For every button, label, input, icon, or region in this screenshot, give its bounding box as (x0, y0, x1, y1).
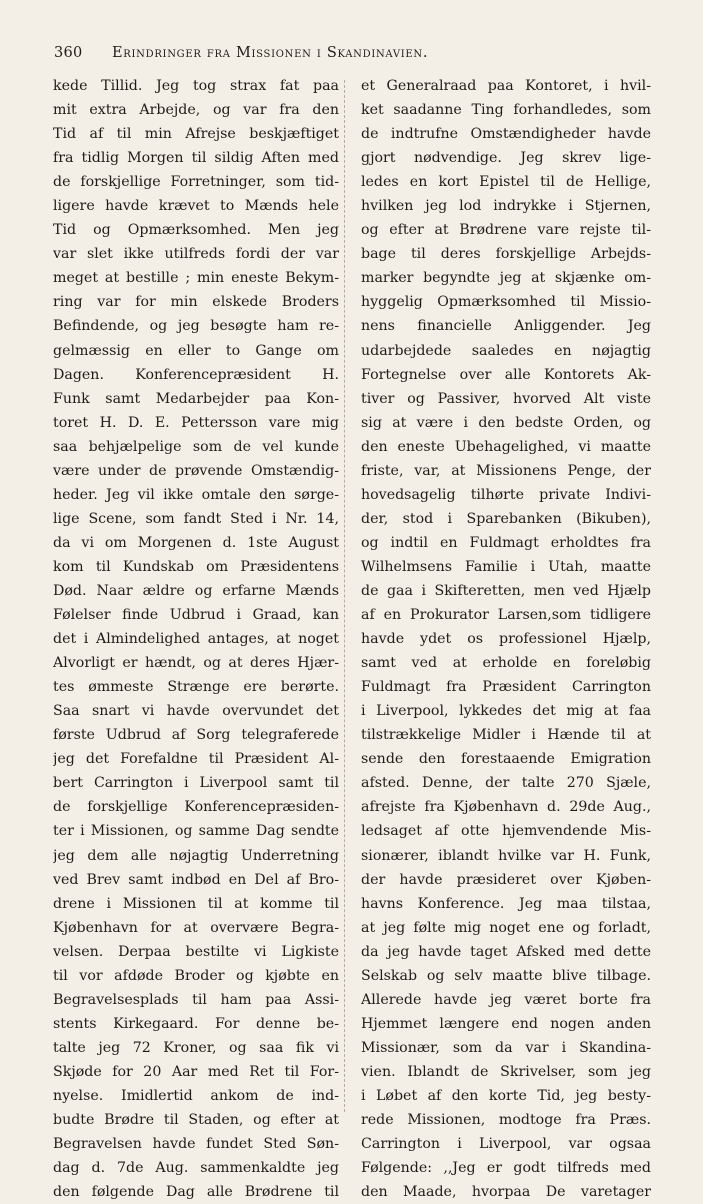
text-line: de indtrufne Omstændigheder havde (361, 126, 651, 143)
text-line: de gaa i Skifteretten, men ved Hjælp (361, 582, 651, 599)
text-line: Allerede havde jeg været borte fra (361, 991, 651, 1008)
text-line: Skjøde for 20 Aar med Ret til For- (53, 1063, 339, 1080)
text-line: ring var for min elskede Broders (53, 294, 339, 311)
text-line: Befindende, og jeg besøgte ham re- (53, 318, 339, 335)
text-line: et Generalraad paa Kontoret, i hvil- (361, 78, 651, 94)
text-line: Død. Naar ældre og erfarne Mænds (53, 582, 339, 599)
text-line: Begravelsesplads til ham paa Assi- (53, 991, 339, 1008)
text-line: første Udbrud af Sorg telegraferede (53, 727, 339, 744)
text-line: drene i Missionen til at komme til (53, 895, 339, 912)
text-line: stents Kirkegaard. For denne be- (53, 1015, 339, 1032)
text-line: tiver og Passiver, hvorved Alt viste (361, 390, 651, 407)
text-line: ket saadanne Ting forhandledes, som (361, 102, 651, 119)
text-line: Funk samt Medarbejder paa Kon- (53, 390, 339, 407)
running-title: Erindringer fra Missionen i Skandinavien. (112, 45, 429, 61)
text-line: ledsaget af otte hjemvendende Mis- (361, 823, 651, 840)
text-line: den Maade, hvorpaa De varetager (361, 1184, 651, 1201)
text-line: til vor afdøde Broder og kjøbte en (53, 967, 339, 984)
text-line: var slet ikke utilfreds fordi der var (53, 246, 339, 263)
text-line: mit extra Arbejde, og var fra den (53, 102, 339, 119)
text-line: bage til deres forskjellige Arbejds- (361, 246, 651, 263)
text-line: det i Almindelighed antages, at noget (53, 631, 339, 648)
page-header (54, 45, 654, 65)
text-line: nens financielle Anliggender. Jeg (361, 318, 651, 335)
text-line: tes ømmeste Strænge ere berørte. (53, 679, 339, 696)
text-line: Tid og Opmærksomhed. Men jeg (53, 222, 339, 239)
text-line: toret H. D. E. Pettersson vare mig (53, 414, 339, 431)
text-line: fra tidlig Morgen til sildig Aften med (53, 150, 339, 167)
text-line: Selskab og selv maatte blive tilbage. (361, 967, 651, 984)
text-line: hvilken jeg lod indrykke i Stjernen, (361, 198, 651, 215)
text-line: Dagen. Konferencepræsident H. (53, 366, 339, 383)
text-line: Alvorligt er hændt, og at deres Hjær- (53, 655, 339, 672)
text-line: jeg det Forefaldne til Præsident Al- (53, 751, 339, 768)
text-line: bert Carrington i Liverpool samt til (53, 775, 339, 792)
text-line: hovedsagelig tilhørte private Indivi- (361, 486, 651, 503)
text-line: de forskjellige Konferencepræsiden- (53, 799, 339, 816)
text-line: Fortegnelse over alle Kontorets Ak- (361, 366, 651, 383)
left-text-column (53, 74, 339, 1204)
text-line: rede Missionen, modtoge fra Præs. (361, 1112, 651, 1129)
text-line: de forskjellige Forretninger, som tid- (53, 174, 339, 191)
page-number: 360 (54, 45, 83, 61)
text-line: der havde præsideret over Kjøben- (361, 871, 651, 888)
text-line: Følelser finde Udbrud i Graad, kan (53, 607, 339, 624)
text-line: kom til Kundskab om Præsidentens (53, 558, 339, 575)
text-line: den følgende Dag alle Brødrene til (53, 1184, 339, 1201)
text-line: ledes en kort Epistel til de Hellige, (361, 174, 651, 191)
text-line: sende den forestaaende Emigration (361, 751, 651, 768)
text-line: Carrington i Liverpool, var ogsaa (361, 1136, 651, 1153)
text-line: gjort nødvendige. Jeg skrev lige- (361, 150, 651, 167)
text-line: dag d. 7de Aug. sammenkaldte jeg (53, 1160, 339, 1177)
text-line: Fuldmagt fra Præsident Carrington (361, 679, 651, 696)
text-line: ligere havde krævet to Mænds hele (53, 198, 339, 215)
text-line: ved Brev samt indbød en Del af Bro- (53, 871, 339, 888)
text-line: da vi om Morgenen d. 1ste August (53, 534, 339, 551)
text-line: afsted. Denne, der talte 270 Sjæle, (361, 775, 651, 792)
text-line: Missionær, som da var i Skandina- (361, 1039, 651, 1056)
text-line: den eneste Ubehagelighed, vi maatte (361, 438, 651, 455)
text-line: friste, var, at Missionens Penge, der (361, 462, 651, 479)
text-line: og indtil en Fuldmagt erholdtes fra (361, 534, 651, 551)
text-line: Følgende: ,,Jeg er godt tilfreds med (361, 1160, 651, 1177)
text-line: Begravelsen havde fundet Sted Søn- (53, 1136, 339, 1153)
text-line: Hjemmet længere end nogen anden (361, 1015, 651, 1032)
text-line: heder. Jeg vil ikke omtale den sørge- (53, 486, 339, 503)
text-line: ter i Missionen, og samme Dag sendte (53, 823, 339, 840)
text-line: talte jeg 72 Kroner, og saa fik vi (53, 1039, 339, 1056)
text-line: og efter at Brødrene vare rejste til- (361, 222, 651, 239)
text-line: i Liverpool, lykkedes det mig at faa (361, 703, 651, 720)
text-line: af en Prokurator Larsen,som tidligere (361, 607, 651, 624)
text-line: da jeg havde taget Afsked med dette (361, 943, 651, 960)
text-line: tilstrækkelige Midler i Hænde til at (361, 727, 651, 744)
text-line: vien. Iblandt de Skrivelser, som jeg (361, 1063, 651, 1080)
text-line: havde ydet os professionel Hjælp, (361, 631, 651, 648)
text-line: jeg dem alle nøjagtig Underretning (53, 847, 339, 864)
text-line: afrejste fra Kjøbenhavn d. 29de Aug., (361, 799, 651, 816)
text-line: velsen. Derpaa bestilte vi Ligkiste (53, 943, 339, 960)
text-line: budte Brødre til Staden, og efter at (53, 1112, 339, 1129)
text-line: Wilhelmsens Familie i Utah, maatte (361, 558, 651, 575)
text-line: der, stod i Sparebanken (Bikuben), (361, 510, 651, 527)
text-line: nyelse. Imidlertid ankom de ind- (53, 1087, 339, 1104)
text-line: saa behjælpelige som de vel kunde (53, 438, 339, 455)
text-line: udarbejdede saaledes en nøjagtig (361, 342, 651, 359)
text-line: Tid af til min Afrejse beskjæftiget (53, 126, 339, 143)
text-line: Saa snart vi havde overvundet det (53, 703, 339, 720)
text-line: samt ved at erholde en foreløbig (361, 655, 651, 672)
text-line: i Løbet af den korte Tid, jeg besty- (361, 1087, 651, 1104)
text-line: sig at være i den bedste Orden, og (361, 414, 651, 431)
text-line: lige Scene, som fandt Sted i Nr. 14, (53, 510, 339, 527)
text-line: hyggelig Opmærksomhed til Missio- (361, 294, 651, 311)
text-line: havns Konference. Jeg maa tilstaa, (361, 895, 651, 912)
text-line: Kjøbenhavn for at overvære Begra- (53, 919, 339, 936)
text-line: marker begyndte jeg at skjænke om- (361, 270, 651, 287)
column-divider (344, 80, 345, 1112)
text-line: være under de prøvende Omstændig- (53, 462, 339, 479)
text-line: kede Tillid. Jeg tog strax fat paa (53, 78, 339, 94)
text-line: sionærer, iblandt hvilke var H. Funk, (361, 847, 651, 864)
text-line: at jeg følte mig noget ene og forladt, (361, 919, 651, 936)
right-text-column (361, 74, 651, 1204)
text-line: meget at bestille ; min eneste Bekym- (53, 270, 339, 287)
text-line: gelmæssig en eller to Gange om (53, 342, 339, 359)
